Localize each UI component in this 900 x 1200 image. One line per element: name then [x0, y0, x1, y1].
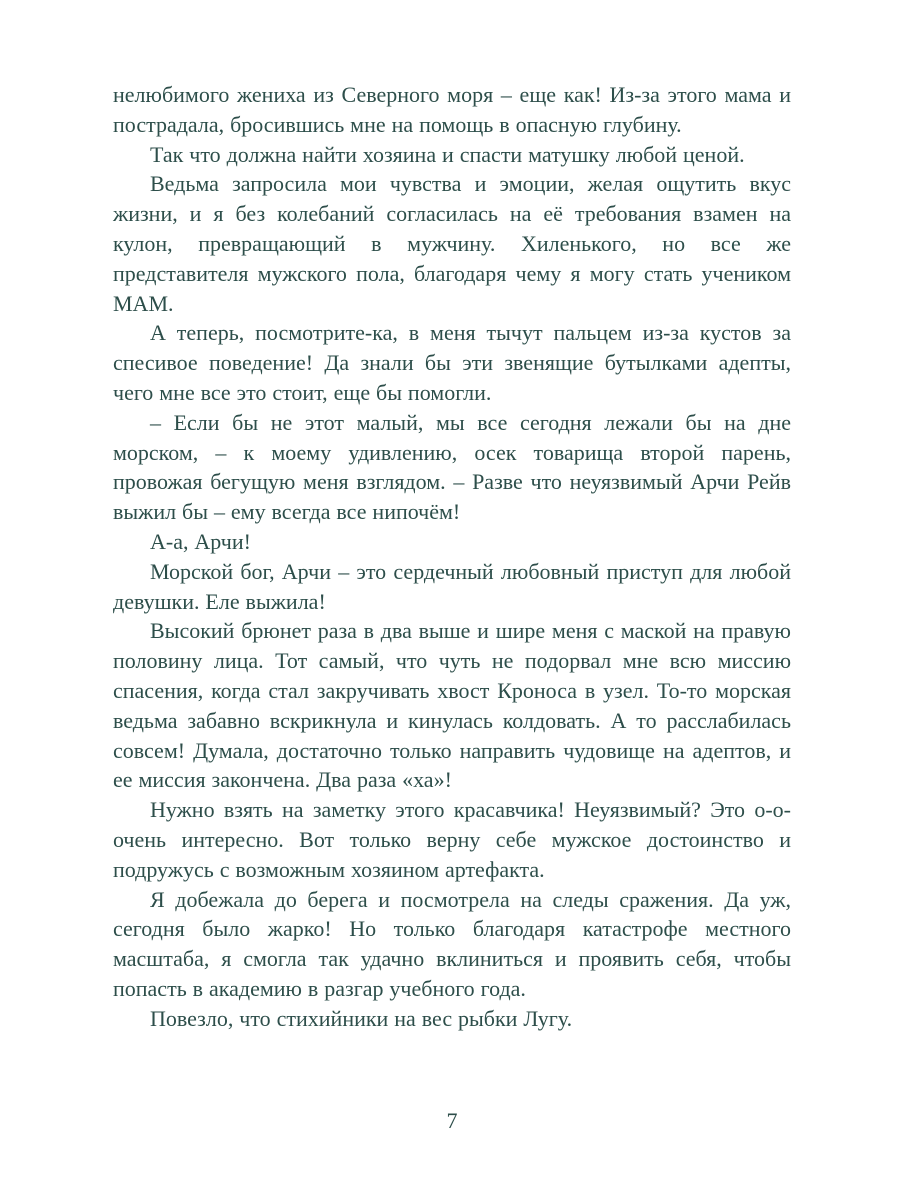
paragraph: Я добежала до берега и посмотрела на следы сражения. Да уж, сегодня было жарко! Но только благодаря катастрофе местного масштаба, я смогла так удачно вклиниться и проявить себя, чтобы попасть в академию в разгар учебного года.: [113, 886, 791, 1001]
page-text-block: [113, 80, 791, 1034]
paragraph: Высокий брюнет раза в два выше и шире меня с маской на правую половину лица. Тот самый, что чуть не подорвал мне всю миссию спасения, когда стал закручивать хвост Кроноса в узел. То-то морская ведьма забавно вскрикнула и кинулась колдовать. А то расслабилась совсем! Думала, достаточно только направить чудовище на адептов, и ее миссия закончена. Два раза «ха»!: [113, 618, 791, 793]
paragraph: Повезло, что стихийники на вес рыбки Лугу.: [150, 1005, 573, 1031]
paragraph: Морской бог, Арчи – это сердечный любовный приступ для любой девушки. Еле выжила!: [113, 558, 791, 614]
paragraph: А-а, Арчи!: [150, 528, 251, 554]
paragraph: Нужно взять на заметку этого красавчика! Неуязвимый? Это о-о-очень интересно. Вот только верну себе мужское достоинство и подружусь с возможным хозяином артефакта.: [113, 797, 791, 882]
paragraph: Так что должна найти хозяина и спасти матушку любой ценой.: [150, 141, 745, 167]
paragraph: нелюбимого жениха из Северного моря – еще как! Из-за этого мама и пострадала, бросившись мне на помощь в опасную глубину.: [113, 82, 791, 137]
paragraph: – Если бы не этот малый, мы все сегодня лежали бы на дне морском, – к моему удивлению, осек товарища второй парень, провожая бегущую меня взглядом. – Разве что неуязвимый Арчи Рейв выжил бы – ему всегда все нипочём!: [113, 409, 791, 525]
paragraph: Ведьма запросила мои чувства и эмоции, желая ощутить вкус жизни, и я без колебаний согласилась на её требования взамен на кулон, превращающий в мужчину. Хиленького, но все же представителя мужского пола, благодаря чему я могу стать учеником МАМ.: [113, 171, 791, 316]
page-number: 7: [446, 1108, 458, 1133]
paragraph: А теперь, посмотрите-ка, в меня тычут пальцем из-за кустов за спесивое поведение! Да знали бы эти звенящие бутылками адепты, чего мне все это стоит, еще бы помогли.: [113, 320, 791, 405]
